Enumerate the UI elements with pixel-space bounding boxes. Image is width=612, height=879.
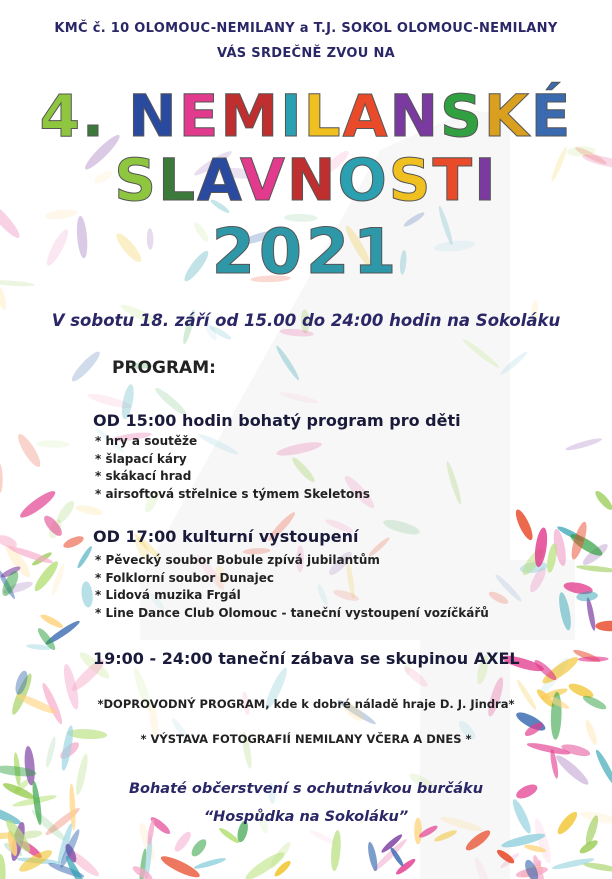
title-letter: S <box>440 82 484 150</box>
title-letter: . <box>81 82 106 150</box>
event-year: 2021 <box>211 215 401 288</box>
list-item: * airsoftová střelnice s týmem Skeletons <box>95 486 370 501</box>
event-title-line-2 <box>0 146 612 214</box>
list-item: * Lidová muzika Frgál <box>95 588 241 602</box>
title-letter: N <box>128 82 179 150</box>
title-letter: I <box>474 146 498 214</box>
title-letter: T <box>432 146 475 214</box>
children-program-heading: OD 15:00 hodin bohatý program pro děti <box>93 411 461 430</box>
children-program-list <box>95 434 370 504</box>
culture-program-list <box>95 553 489 623</box>
title-letter <box>106 82 128 150</box>
accompanying-program-note: *DOPROVODNÝ PROGRAM, kde k dobré náladě hraje D. J. Jindra* <box>97 697 515 711</box>
list-item: * hry a soutěže <box>95 434 198 448</box>
program-heading: PROGRAM: <box>112 358 216 378</box>
list-item: * Pěvecký soubor Bobule zpívá jubilantům <box>95 553 380 567</box>
title-letter: I <box>280 82 304 150</box>
culture-program-heading: OD 17:00 kulturní vystoupení <box>93 527 359 546</box>
event-date: V sobotu 18. září od 15.00 do 24:00 hodin na Sokoláku <box>51 311 561 330</box>
title-letter: 4 <box>39 82 82 150</box>
title-letter: K <box>483 82 531 150</box>
title-letter: L <box>158 146 198 214</box>
list-item: * skákací hrad <box>95 469 192 483</box>
photo-exhibition-note: * VÝSTAVA FOTOGRAFIÍ NEMILANY VČERA A DNES * <box>140 732 472 746</box>
refreshments-line: Bohaté občerstvení s ochutnávkou burčáku <box>128 781 484 797</box>
title-letter: V <box>240 146 287 214</box>
title-letter: M <box>220 82 281 150</box>
title-letter: L <box>303 82 343 150</box>
organizer-line: KMČ č. 10 OLOMOUC-NEMILANY a T.J. SOKOL OLOMOUC-NEMILANY <box>54 21 558 36</box>
title-letter: N <box>286 146 338 214</box>
event-title-line-1 <box>0 82 612 150</box>
title-letter: O <box>337 146 389 214</box>
list-item: * Folklorní soubor Dunajec <box>95 570 274 585</box>
title-letter: A <box>342 82 390 150</box>
pub-name: “Hospůdka na Sokoláku” <box>203 809 409 825</box>
dance-party-line: 19:00 - 24:00 taneční zábava se skupinou AXEL <box>93 649 520 668</box>
title-letter: N <box>389 82 441 150</box>
list-item: * šlapací káry <box>95 451 187 466</box>
title-letter: É <box>530 82 573 150</box>
title-letter: S <box>388 146 433 214</box>
title-letter: E <box>178 82 221 150</box>
title-letter: A <box>197 146 240 214</box>
title-letter: S <box>114 146 159 214</box>
list-item: * Line Dance Club Olomouc - taneční vystoupení vozíčkářů <box>95 605 489 620</box>
invitation-line: VÁS SRDEČNĚ ZVOU NA <box>216 46 396 61</box>
